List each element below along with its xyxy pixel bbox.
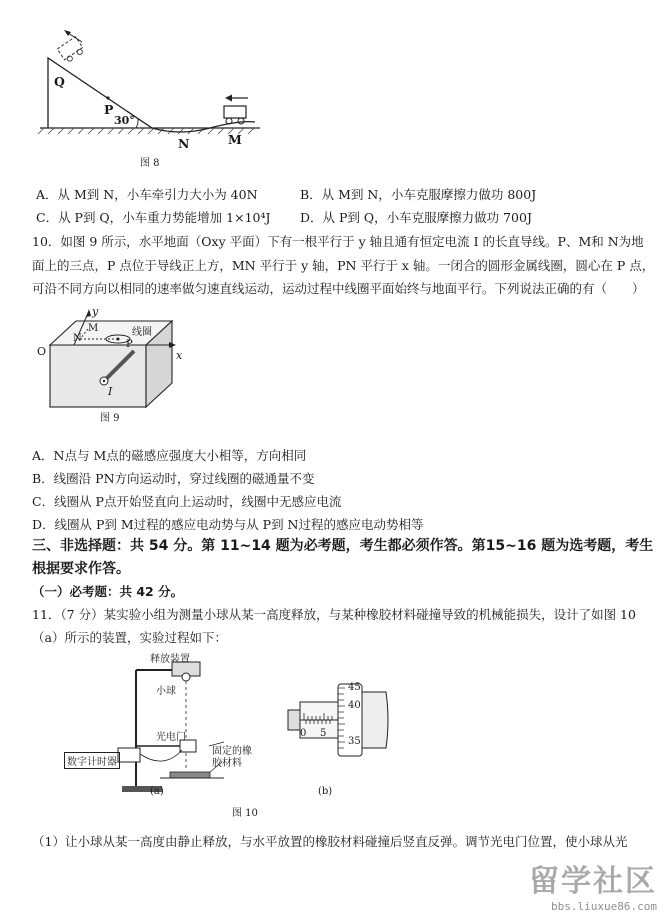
fig9-label-n: N [73,333,82,344]
figure-10b-drawing [282,676,392,776]
fig10a-label-ball: 小球 [156,686,176,697]
fig9-label-o: O [37,345,47,358]
fig10a-label-rubber: 固定的橡胶材料 [212,746,252,769]
fig9-label-x: x [176,349,183,362]
fig10a-label-timer: 数字计时器 [64,752,120,769]
fig8-label-p: P [104,102,114,117]
fig9-label-m: M [88,323,99,334]
q10-stem-line-1: 10．如图 9 所示，水平地面（Oxy 平面）下有一根平行于 y 轴且通有恒定电流 I 的长直导线。P、M和 N为地 [32,234,644,249]
fig9-label-p: P [126,339,133,350]
fig8-label-n: N [178,136,190,151]
fig9-label-coil: 线圈 [132,327,152,338]
fig8-caption: 图 8 [140,158,160,169]
fig9-label-i: I [108,385,113,398]
section-3-heading-line-2: 根据要求作答。 [32,561,130,577]
section-3-sub-heading: （一）必考题：共 42 分。 [32,584,184,599]
fig10a-sublabel: (a) [150,786,164,797]
fig10a-label-gate: 光电门 [156,732,186,743]
fig9-caption: 图 9 [100,413,120,424]
q10-option-c: C．线圈从 P点开始竖直向上运动时，线圈中无感应电流 [32,494,342,509]
fig10b-scale-5: 5 [320,728,327,739]
q11-stem-line-1: 11．（7 分）某实验小组为测量小球从某一高度释放，与某种橡胶材料碰撞导致的机械能损失，设计了如图 10 [32,607,636,622]
figure-10a [64,650,284,800]
q9-option-b: B．从 M到 N，小车克服摩擦力做功 800J [300,187,537,202]
section-3-heading-line-1: 三、非选择题：共 54 分。第 11~14 题为必考题，考生都必须作答。第15~16 题为选考题，考生 [32,538,654,554]
watermark [529,856,657,913]
fig10b-sublabel: (b) [318,786,333,797]
fig8-label-q: Q [54,74,65,89]
q10-option-b: B．线圈沿 PN方向运动时，穿过线圈的磁通量不变 [32,471,315,486]
q11-stem-line-2: （a）所示的装置，实验过程如下： [32,630,227,645]
q10-stem-line-2: 面上的三点，P 点位于导线正上方，MN 平行于 y 轴，PN 平行于 x 轴。一闭合的圆形金属线圈，圆心在 P 点， [32,258,655,273]
fig10b-tick-40: 40 [348,700,361,711]
figure-9-drawing [36,305,186,425]
q10-stem-line-3: 可沿不同方向以相同的速率做匀速直线运动，运动过程中线圈平面始终与地面平行。下列说法正确的有（ ） [32,281,645,296]
q10-option-d: D．线圈从 P到 M过程的感应电动势与从 P到 N过程的感应电动势相等 [32,517,424,532]
figure-9 [36,305,186,425]
q11-step-1: （1）让小球从某一高度由静止释放，与水平放置的橡胶材料碰撞后竖直反弹。调节光电门位置，使小球从光 [32,834,628,849]
q9-option-d: D．从 P到 Q，小车克服摩擦力做功 700J [300,210,532,225]
q9-option-a: A．从 M到 N，小车牵引力大小为 40N [36,187,258,202]
q10-option-a: A．N点与 M点的磁感应强度大小相等，方向相同 [32,448,307,463]
figure-10b [282,676,392,800]
q9-option-c: C．从 P到 Q，小车重力势能增加 1×10⁴J [36,210,271,225]
figure-10a-drawing [64,650,284,800]
fig9-label-y: y [92,305,99,318]
watermark-logo: 留学社区 [529,864,657,899]
fig10a-label-release: 释放装置 [150,654,190,665]
fig8-label-m: M [228,132,242,147]
fig10b-scale-0: 0 [300,728,307,739]
watermark-url: bbs.liuxue86.com [551,900,657,913]
fig10b-tick-45: 45 [348,682,361,693]
fig10-caption: 图 10 [232,808,258,819]
figure-8 [30,28,270,178]
fig8-label-angle: 30° [114,114,135,127]
fig10b-tick-35: 35 [348,736,361,747]
